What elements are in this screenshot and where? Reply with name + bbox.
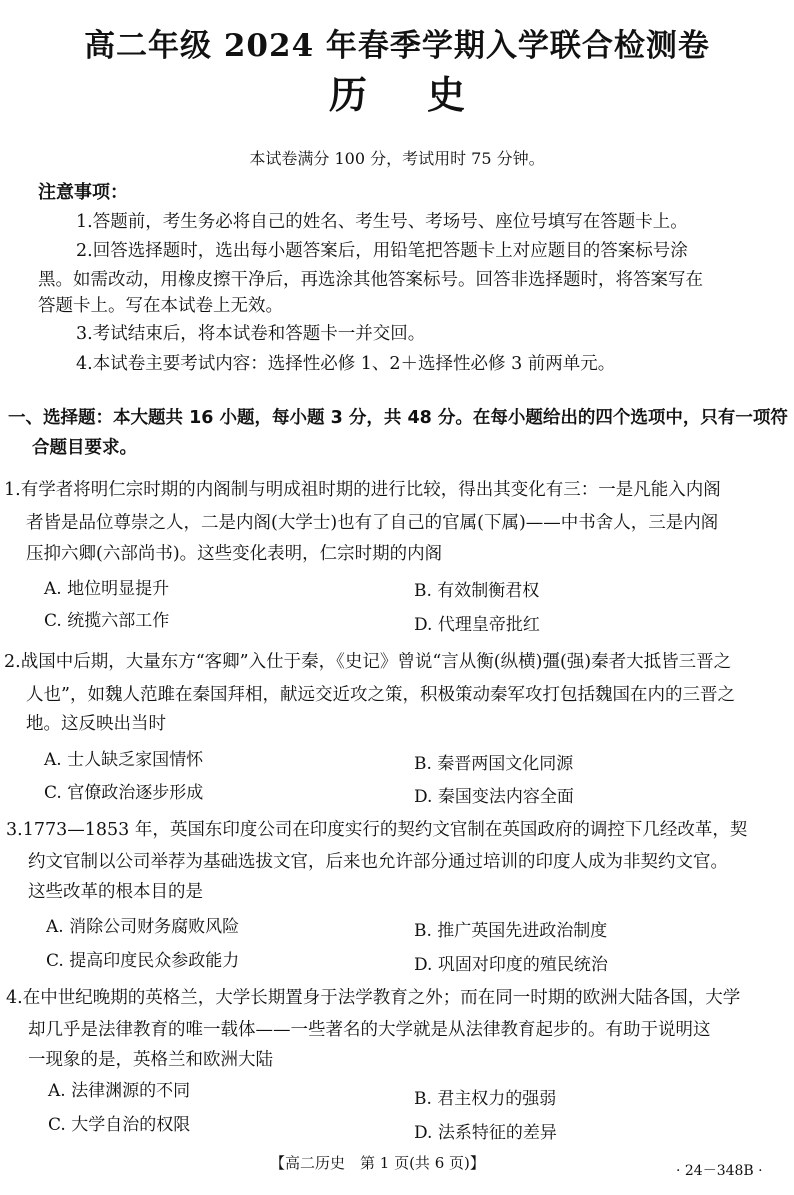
question-4-text: 却几乎是法律教育的唯一载体——一些著名的大学就是从法律教育起步的。有助于说明这 (28, 1020, 711, 1040)
page-footer: 【高二历史 第 1 页(共 6 页)】 (270, 1154, 485, 1172)
question-3-option-c[interactable]: C. 提高印度民众参政能力 (46, 951, 240, 971)
question-3-option-a[interactable]: A. 消除公司财务腐败风险 (46, 917, 240, 937)
exam-title: 高二年级 2024 年春季学期入学联合检测卷 (84, 28, 710, 64)
notice-line: 黑。如需改动，用橡皮擦干净后，再选涂其他答案标号。回答非选择题时，将答案写在 (38, 270, 703, 290)
question-4-option-c[interactable]: C. 大学自治的权限 (48, 1115, 191, 1135)
question-1-text: 压抑六卿(六部尚书)。这些变化表明，仁宗时期的内阁 (26, 544, 443, 564)
notice-line: 2.回答选择题时，选出每小题答案后，用铅笔把答题卡上对应题目的答案标号涂 (76, 241, 688, 261)
notice-line: 答题卡上。写在本试卷上无效。 (38, 296, 283, 316)
question-2-option-b[interactable]: B. 秦晋两国文化同源 (414, 754, 574, 774)
question-3-option-d[interactable]: D. 巩固对印度的殖民统治 (414, 955, 608, 975)
section-heading: 一、选择题：本大题共 16 小题，每小题 3 分，共 48 分。在每小题给出的四个选项中，只有一项符 (8, 408, 788, 428)
question-3-option-b[interactable]: B. 推广英国先进政治制度 (414, 921, 608, 941)
notice-heading: 注意事项： (38, 182, 128, 203)
question-4-option-d[interactable]: D. 法系特征的差异 (414, 1123, 557, 1143)
notice-line: 1.答题前，考生务必将自己的姓名、考生号、考场号、座位号填写在答题卡上。 (76, 212, 688, 232)
question-2-text: 人也”，如魏人范雎在秦国拜相，献远交近攻之策，积极策动秦军攻打包括魏国在内的三晋之 (26, 685, 735, 705)
notice-line: 4.本试卷主要考试内容：选择性必修 1、2＋选择性必修 3 前两单元。 (76, 354, 616, 374)
exam-info: 本试卷满分 100 分，考试用时 75 分钟。 (249, 149, 545, 168)
question-3-text: 这些改革的根本目的是 (28, 882, 203, 902)
notice-line: 3.考试结束后，将本试卷和答题卡一并交回。 (76, 324, 426, 344)
question-2-option-d[interactable]: D. 秦国变法内容全面 (414, 787, 574, 807)
question-4-option-a[interactable]: A. 法律渊源的不同 (48, 1081, 191, 1101)
question-1-option-c[interactable]: C. 统揽六部工作 (44, 611, 170, 631)
question-2-text: 地。这反映出当时 (26, 714, 166, 734)
question-1-option-d[interactable]: D. 代理皇帝批红 (414, 615, 540, 635)
question-4-text: 一现象的是，英格兰和欧洲大陆 (28, 1050, 273, 1070)
question-1-text: 者皆是品位尊崇之人，二是内阁(大学士)也有了自己的官属(下属)——中书舍人，三是内阁 (26, 513, 719, 533)
question-4-text: 4.在中世纪晚期的英格兰，大学长期置身于法学教育之外；而在同一时期的欧洲大陆各国，大学 (6, 988, 741, 1008)
question-2-text: 2.战国中后期，大量东方“客卿”入仕于秦，《史记》曾说“言从衡(纵横)彊(强)秦者大抵皆三晋之 (4, 652, 732, 672)
paper-code: · 24－348B · (676, 1163, 763, 1179)
question-1-text: 1.有学者将明仁宗时期的内阁制与明成祖时期的进行比较，得出其变化有三：一是凡能入内阁 (4, 480, 721, 500)
question-3-text: 约文官制以公司举荐为基础选拔文官，后来也允许部分通过培训的印度人成为非契约文官。 (28, 852, 728, 872)
question-2-option-c[interactable]: C. 官僚政治逐步形成 (44, 783, 204, 803)
question-2-option-a[interactable]: A. 士人缺乏家国情怀 (44, 750, 204, 770)
question-1-option-a[interactable]: A. 地位明显提升 (44, 579, 170, 599)
subject-title: 历史 (328, 72, 525, 117)
question-4-option-b[interactable]: B. 君主权力的强弱 (414, 1089, 557, 1109)
question-1-option-b[interactable]: B. 有效制衡君权 (414, 581, 540, 601)
section-heading: 合题目要求。 (32, 438, 137, 458)
question-3-text: 3.1773—1853 年，英国东印度公司在印度实行的契约文官制在英国政府的调控下几经改革，契 (6, 820, 748, 840)
